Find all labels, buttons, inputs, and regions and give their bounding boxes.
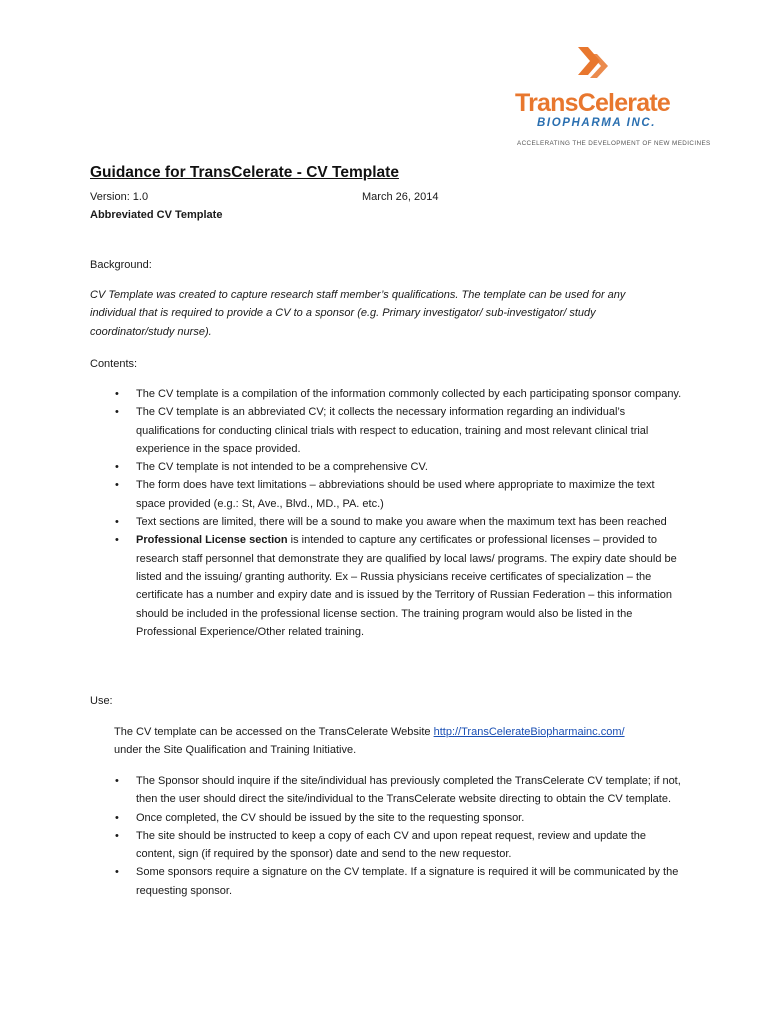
list-item xyxy=(112,827,682,864)
logo-tagline: ACCELERATING THE DEVELOPMENT OF NEW MEDICINES xyxy=(517,140,711,147)
list-item xyxy=(112,385,682,403)
use-intro xyxy=(114,723,684,760)
list-item-text: is intended to capture any certificates or professional licenses – provided to research staff personnel that demonstrate they are qualified by local laws/ programs. The expiry date should be listed and the issuing/ granting authority. Ex – Russia physicians receive certificates of specialization – the certificate has a number and expiry date and is issued by the Territory of Russian Federation – this information should be included in the professional license section. The training program would also be listed in the Professional Experience/Other related training. xyxy=(136,534,677,638)
list-item xyxy=(112,863,682,900)
document-date: March 26, 2014 xyxy=(362,191,439,203)
list-item-text: The CV template is an abbreviated CV; it collects the necessary information regarding an individual’s qualifications for conducting clinical trials with respect to education, training and most relevant clinical trial experience in the space provided. xyxy=(136,406,649,455)
list-item-text: Text sections are limited, there will be a sound to make you aware when the maximum text has been reached xyxy=(136,516,667,529)
list-item xyxy=(112,772,682,809)
list-item-text: Some sponsors require a signature on the CV template. If a signature is required it will be communicated by the requesting sponsor. xyxy=(136,866,679,897)
chevron-arrows-icon xyxy=(575,44,615,84)
list-item xyxy=(112,458,682,476)
contents-heading: Contents: xyxy=(90,358,138,370)
use-intro-text-continued: under the Site Qualification and Training Initiative. xyxy=(114,744,357,757)
use-heading: Use: xyxy=(90,695,113,707)
transcelerate-website-link[interactable]: http://TransCelerateBiopharmainc.com/ xyxy=(433,726,625,738)
list-item-text: The form does have text limitations – abbreviations should be used where appropriate to maximize the text space provided (e.g.: St, Ave., Blvd., MD., PA. etc.) xyxy=(136,479,655,510)
background-text: CV Template was created to capture research staff member’s qualifications. The template can be used for any individual that is required to provide a CV to a sponsor (e.g. Primary investigator/ sub-investigator/ study coordinator/study nurse). xyxy=(90,289,626,338)
use-list xyxy=(112,772,682,900)
document-subtitle: Abbreviated CV Template xyxy=(90,209,223,221)
company-logo xyxy=(515,44,711,154)
logo-subtitle: BIOPHARMA INC. xyxy=(537,117,657,129)
list-item-text: The site should be instructed to keep a copy of each CV and upon repeat request, review and update the content, sign (if required by the sponsor) date and send to the new requestor. xyxy=(136,829,647,861)
list-item-text: The CV template is not intended to be a comprehensive CV. xyxy=(136,461,428,474)
background-heading: Background: xyxy=(90,259,152,271)
list-item-bold-label: Professional License section xyxy=(136,534,288,547)
logo-name: TransCelerate xyxy=(515,89,670,117)
page-title: Guidance for TransCelerate - CV Template xyxy=(90,164,399,181)
list-item xyxy=(112,476,682,513)
list-item xyxy=(112,531,682,641)
list-item-text: The CV template is a compilation of the information commonly collected by each participating sponsor company. xyxy=(136,388,682,400)
list-item-text: Once completed, the CV should be issued by the site to the requesting sponsor. xyxy=(136,811,525,824)
use-intro-text: The CV template can be accessed on the TransCelerate Website xyxy=(114,726,434,738)
list-item xyxy=(112,403,682,458)
contents-list xyxy=(112,385,682,641)
list-item-text: The Sponsor should inquire if the site/individual has previously completed the TransCelerate CV template; if not, then the user should direct the site/individual to the TransCelerate website directing to obtain the CV template. xyxy=(136,775,681,806)
version-label: Version: 1.0 xyxy=(90,191,149,203)
list-item xyxy=(112,809,682,827)
list-item xyxy=(112,513,682,531)
